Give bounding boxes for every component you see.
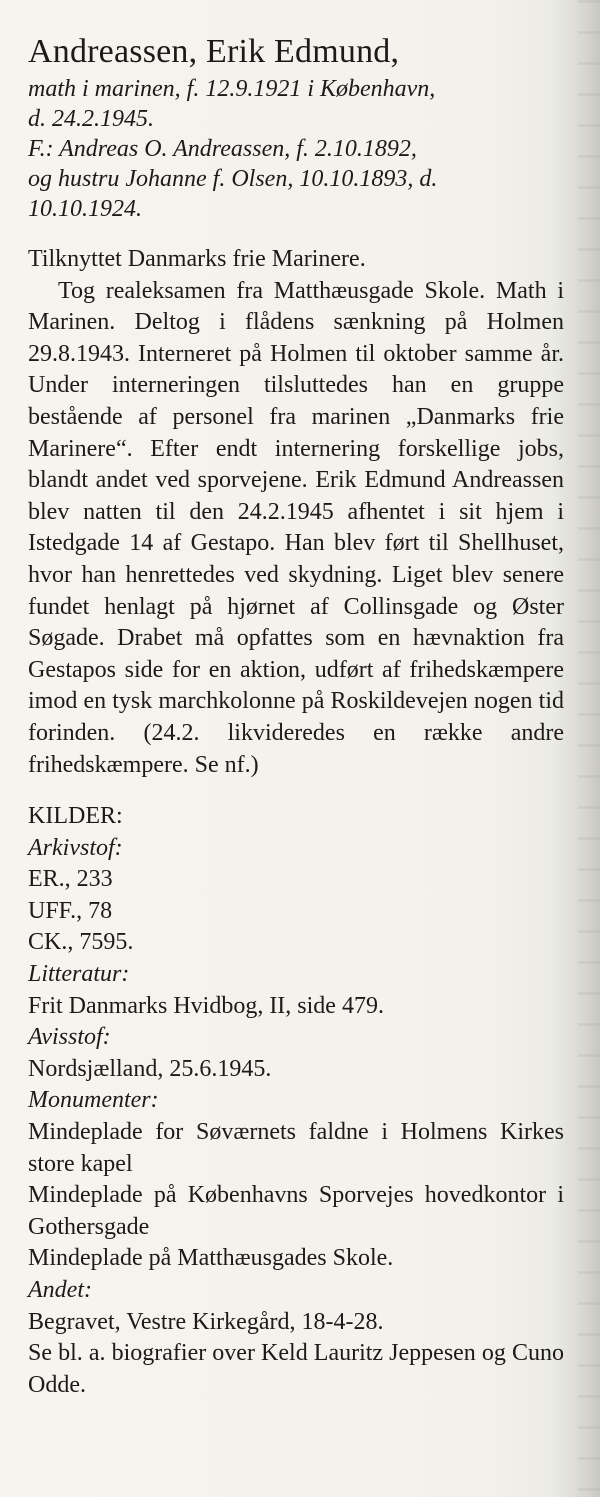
- source-entry: Se bl. a. biografier over Keld Lauritz Jeppesen og Cuno Odde.: [28, 1340, 564, 1398]
- affiliation: Tilknyttet Danmarks frie Marinere.: [28, 246, 366, 272]
- detail-line: og hustru Johanne f. Olsen, 10.10.1893, d.: [28, 166, 438, 192]
- detail-line: F.: Andreas O. Andreassen, f. 2.10.1892,: [28, 136, 417, 162]
- source-entry: Mindeplade for Søværnets faldne i Holmens Kirkes store kapel: [28, 1119, 564, 1177]
- entry-name: Andreassen, Erik Edmund,: [28, 33, 400, 70]
- source-category-litteratur: Litteratur:: [28, 961, 130, 988]
- source-entry: CK., 7595.: [28, 929, 134, 956]
- biography: Tog realeksamen fra Matthæusgade Skole. Math i Marinen. Deltog i flådens sænkning på Holmen 29.8.1943. Interneret på Holmen til oktober samme år. Under interneringen tilsluttedes han en gruppe bestående af personel fra marinen „Danmarks frie Marinere“. Efter endt internering forskellige jobs, blandt andet ved sporvejene. Erik Edmund Andreassen blev natten til den 24.2.1945 afhentet i sit hjem i Istedgade 14 af Gestapo. Han blev ført til Shellhuset, hvor han henrettedes ved skydning. Liget blev senere fundet henlagt på hjørnet af Collinsgade og Øster Søgade. Drabet må opfattes som en hævnaktion fra Gestapos side for en aktion, udført af frihedskæmpere imod en tysk marchkolonne på Roskildevejen nogen tid forinden. (24.2. likvideredes en række andre frihedskæmpere. Se nf.): [28, 277, 564, 778]
- entry-details: [28, 74, 564, 224]
- page-edge-shadow: [578, 0, 600, 1497]
- detail-line: math i marinen, f. 12.9.1921 i København,: [28, 76, 436, 102]
- sources-section: [28, 801, 564, 1401]
- source-entry: Begravet, Vestre Kirkegård, 18-4-28.: [28, 1308, 384, 1335]
- sources-title: KILDER:: [28, 803, 123, 830]
- entry-content: [28, 30, 564, 1401]
- source-category-monumenter: Monumenter:: [28, 1087, 159, 1114]
- source-entry: Mindeplade på Matthæusgades Skole.: [28, 1245, 394, 1272]
- detail-line: 10.10.1924.: [28, 196, 142, 222]
- source-entry: UFF., 78: [28, 897, 113, 924]
- source-entry: Frit Danmarks Hvidbog, II, side 479.: [28, 992, 384, 1019]
- source-category-arkivstof: Arkivstof:: [28, 834, 123, 861]
- detail-line: d. 24.2.1945.: [28, 106, 154, 132]
- source-entry: Nordsjælland, 25.6.1945.: [28, 1055, 272, 1082]
- source-entry: ER., 233: [28, 866, 113, 893]
- source-entry: Mindeplade på Københavns Sporvejes hovedkontor i Gothersgade: [28, 1182, 564, 1240]
- source-category-andet: Andet:: [28, 1277, 92, 1303]
- source-category-avisstof: Avisstof:: [28, 1024, 111, 1051]
